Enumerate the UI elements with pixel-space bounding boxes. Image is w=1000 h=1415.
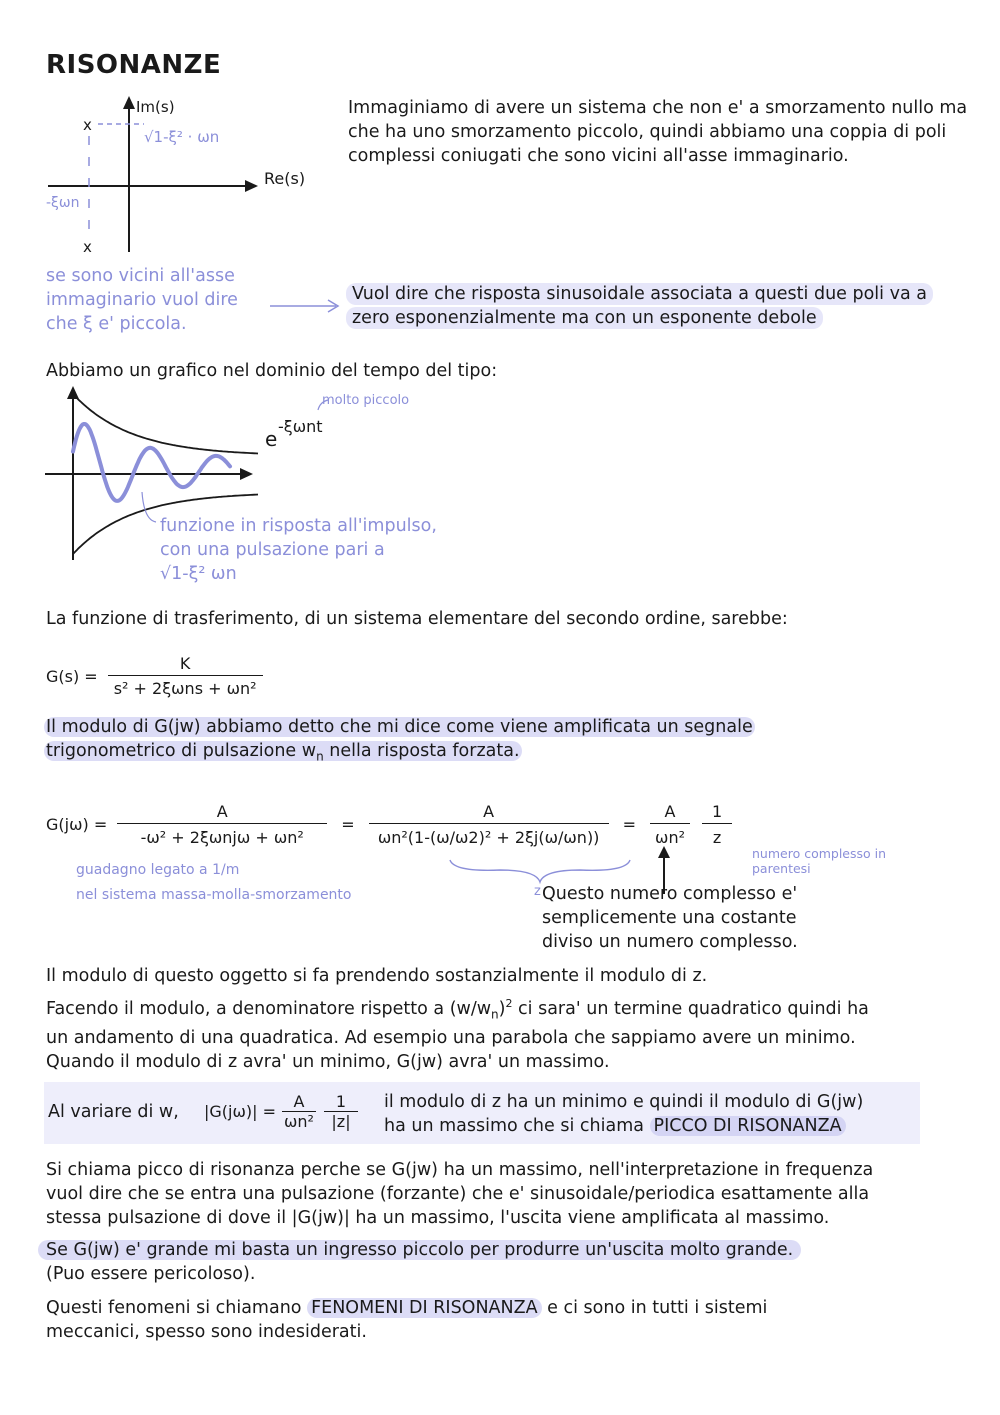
- band-den-2: |z|: [324, 1111, 358, 1131]
- gjw-den-4: z: [702, 823, 732, 847]
- phenomena-line-1: [46, 1296, 966, 1320]
- peak-line-3: stessa pulsazione di dove il |G(jw)| ha un massimo, l'uscita viene amplificata al massimo.: [46, 1208, 830, 1228]
- gain-note-line-1: guadagno legato a 1/m: [76, 862, 240, 878]
- picco-highlight: PICCO DI RISONANZA: [650, 1116, 846, 1136]
- im-value-label: √1-ξ² · ωn: [144, 128, 220, 146]
- danger-line-1: [38, 1238, 938, 1262]
- resonance-peak-band: [44, 1082, 920, 1144]
- phenomena-paragraph: [46, 1296, 966, 1344]
- quadratic-line-1b: ): [498, 998, 506, 1019]
- phenomena-line-2: meccanici, spesso sono indesiderati.: [46, 1322, 367, 1342]
- band-text-line-2a: ha un massimo che si chiama: [384, 1116, 644, 1136]
- band-fraction-2: [324, 1092, 358, 1131]
- re-axis-label: Re(s): [264, 169, 306, 188]
- peak-paragraph: [46, 1158, 976, 1230]
- danger-line-2: (Puo essere pericoloso).: [46, 1264, 256, 1284]
- gjw-num-2: A: [483, 801, 495, 821]
- danger-paragraph: [38, 1238, 938, 1286]
- impulse-response-curve: [73, 424, 230, 501]
- modulus-line-2a: trigonometrico di pulsazione w: [46, 741, 317, 761]
- arrow-up-icon: [658, 846, 670, 858]
- quadratic-line-2: un andamento di una quadratica. Ad esempio una parabola che sappiamo avere un minimo.: [46, 1028, 856, 1049]
- band-text-line-2: [384, 1114, 914, 1138]
- gjw-num-4: 1: [711, 801, 723, 821]
- intro-paragraph: Immaginiamo di avere un sistema che non e' a smorzamento nullo ma che ha uno smorzamento piccolo, quindi abbiamo una coppia di poli complessi coniugati che sono vicini all'asse immaginario.: [348, 98, 968, 166]
- modulus-paragraph: [44, 715, 844, 769]
- very-small-note: molto piccolo: [322, 393, 410, 408]
- danger-line-1-text: Se G(jw) e' grande mi basta un ingresso piccolo per produrre un'uscita molto grande.: [38, 1240, 801, 1260]
- impulse-note: [160, 514, 500, 586]
- quadratic-line-1: Facendo il modulo, a denominatore rispetto a $(w/w_n)^2$ ci sara' un termine quadratico quindi ha: [46, 997, 869, 1022]
- constant-note: Questo numero complesso e' semplicemente una costante diviso un numero complesso.: [542, 884, 798, 952]
- band-modulus: |G(jω)| =: [204, 1102, 276, 1121]
- gjw-equals-2: =: [622, 814, 637, 834]
- impulse-note-line-3: √1-ξ² ωn: [160, 564, 237, 584]
- impulse-note-line-1: funzione in risposta all'impulso,: [160, 516, 437, 536]
- side-note: se sono vicini all'asse immaginario vuol dire che ξ e' piccola.: [46, 266, 238, 334]
- upper-envelope-curve: [73, 394, 258, 454]
- band-equation: [204, 1092, 358, 1131]
- gjw-lhs: G(jω) =: [46, 814, 108, 834]
- phenomena-line-1b: e ci sono in tutti i sistemi: [547, 1298, 768, 1318]
- transfer-intro: La funzione di trasferimento, di un sistema elementare del secondo ordine, sarebbe:: [46, 609, 788, 629]
- modulus-line-2-text: [44, 741, 522, 764]
- gs-lhs: G(s) =: [46, 666, 98, 686]
- z-brace: [450, 860, 630, 882]
- quadratic-line-1a: Facendo il modulo, a denominatore rispetto a (w/w: [46, 998, 492, 1019]
- gs-equation: [46, 648, 263, 704]
- band-text-line-1: il modulo di z ha un minimo e quindi il modulo di G(jw): [384, 1092, 864, 1112]
- gjw-den-3: ωn²: [650, 823, 690, 847]
- z-brace-label: z: [534, 884, 541, 896]
- modulus-subscript: n: [316, 749, 324, 764]
- band-text: [384, 1090, 914, 1138]
- page-title: RISONANZE: [46, 50, 222, 80]
- gjw-fraction-4: [702, 802, 732, 847]
- quadratic-line-1c: ci sara' un termine quadratico quindi ha: [512, 998, 869, 1019]
- quadratic-line-3: Quando il modulo di z avra' un minimo, G(jw) avra' un massimo.: [46, 1052, 610, 1073]
- gjw-fraction-2: [369, 802, 609, 847]
- envelope-exponent: -ξωnt: [278, 417, 323, 436]
- band-num-2: 1: [335, 1092, 347, 1111]
- gain-note-line-2: nel sistema massa-molla-smorzamento: [76, 887, 352, 903]
- gjw-fraction-3: [650, 802, 690, 847]
- gjw-den-2: ωn²(1-(ω/ω2)² + 2ξj(ω/ωn)): [369, 823, 609, 847]
- gs-numerator: K: [179, 654, 191, 673]
- peak-line-1: Si chiama picco di risonanza perche se G(jw) ha un massimo, nell'interpretazione in frequenza: [46, 1160, 874, 1180]
- modulus-line-2: [44, 739, 844, 769]
- complex-plane-diagram: [40, 90, 330, 260]
- response-note: [346, 282, 936, 330]
- time-domain-intro: Abbiamo un grafico nel dominio del tempo del tipo:: [46, 361, 498, 381]
- envelope-label: e: [265, 427, 278, 451]
- upper-pole-mark: x: [83, 116, 92, 134]
- fenomeni-highlight: FENOMENI DI RISONANZA: [307, 1298, 541, 1318]
- modulus-line-2b: nella risposta forzata.: [323, 741, 520, 761]
- modulus-line-1: [44, 715, 844, 739]
- band-den-1: ωn²: [282, 1111, 316, 1131]
- gjw-equals-1: =: [341, 814, 355, 834]
- modulus-line-1-text: Il modulo di G(jw) abbiamo detto che mi dice come viene amplificata un segnale: [46, 717, 753, 737]
- arrow-right-icon: [268, 296, 346, 316]
- modulus-z-text: Il modulo di questo oggetto si fa prendendo sostanzialmente il modulo di z.: [46, 966, 708, 986]
- complex-number-note: numero complesso in parentesi: [752, 846, 887, 876]
- gjw-fraction-1: [117, 802, 327, 847]
- phenomena-line-1a: Questi fenomeni si chiamano: [46, 1298, 302, 1318]
- band-fraction-1: [282, 1092, 316, 1131]
- peak-line-2: vuol dire che se entra una pulsazione (forzante) che e' sinusoidale/periodica esattamente alla: [46, 1184, 870, 1204]
- time-graph-x-arrow-icon: [240, 468, 253, 480]
- gs-denominator: s² + 2ξωns + ωn²: [108, 675, 263, 698]
- band-lead: Al variare di w,: [48, 1102, 179, 1122]
- response-note-text: Vuol dire che risposta sinusoidale associata a questi due poli va a zero esponenzialmente ma con un esponente debole: [346, 283, 933, 329]
- im-axis-label: Im(s): [136, 98, 175, 116]
- gjw-num-1: A: [216, 801, 228, 821]
- gain-note: [76, 858, 351, 908]
- gjw-den-1: -ω² + 2ξωnjω + ωn²: [117, 823, 327, 847]
- lower-pole-mark: x: [83, 238, 92, 256]
- re-value-label: -ξωn: [46, 195, 80, 211]
- quadratic-paragraph: [46, 992, 966, 1074]
- gjw-num-3: A: [664, 801, 676, 821]
- gs-fraction: [108, 654, 263, 698]
- real-axis-arrow-icon: [245, 180, 258, 192]
- imaginary-axis-arrow-icon: [123, 96, 135, 109]
- impulse-note-line-2: con una pulsazione pari a: [160, 540, 385, 560]
- band-num-1: A: [293, 1092, 305, 1111]
